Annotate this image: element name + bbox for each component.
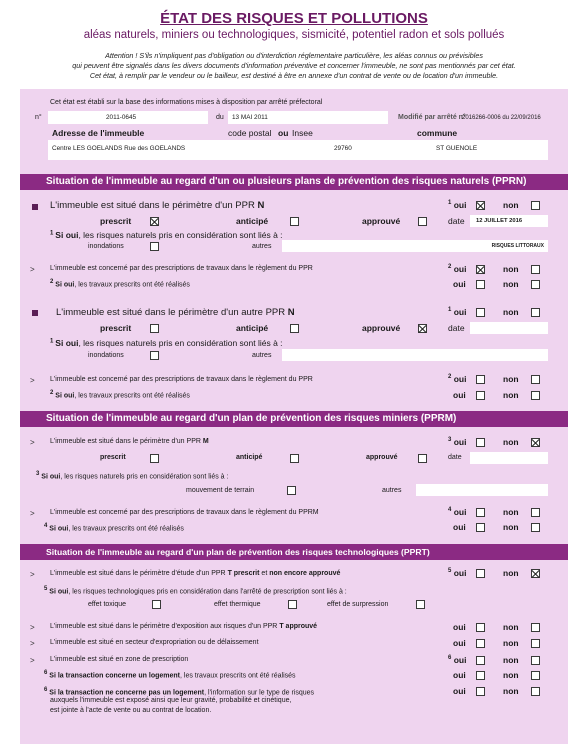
- pprt-q2-b: T: [279, 623, 284, 630]
- prescrit-label: prescrit: [100, 216, 132, 226]
- pprt-q2: [50, 623, 317, 630]
- pprn-q1-n: N: [257, 200, 265, 211]
- inondations-2-checkbox[interactable]: [150, 351, 159, 360]
- si-oui-label: Si oui: [49, 588, 69, 596]
- oui-label: oui: [453, 374, 467, 384]
- pprn-realises-2-non-checkbox[interactable]: [531, 391, 540, 400]
- note-6: 6: [44, 687, 48, 693]
- pprn-travaux-2-non-checkbox[interactable]: [531, 375, 540, 384]
- pprn-q2-oui: [448, 307, 466, 317]
- pprt-q3-oui-checkbox[interactable]: [476, 639, 485, 648]
- si-oui-label: Si oui: [49, 525, 69, 533]
- pprn-q2-non: non: [503, 307, 519, 317]
- pprm-travaux-non-checkbox[interactable]: [531, 508, 540, 517]
- note-5: 5: [44, 586, 48, 592]
- pprt-q6-a: Si la transaction ne concerne pas un logement: [49, 689, 205, 697]
- inondations-label: inondations: [88, 352, 124, 359]
- modified-value: 2016266-0006 du 22/09/2016: [462, 115, 541, 121]
- pprn-q1-non: non: [503, 200, 519, 210]
- prescrit-label: prescrit: [100, 454, 126, 461]
- pprt-q1-a: L'immeuble est situé dans le périmètre d'étude d'un PPR: [50, 570, 226, 577]
- date-label: date: [448, 454, 462, 461]
- effet-thermique-label: effet thermique: [214, 601, 261, 608]
- oui-label: oui: [453, 568, 467, 578]
- pprm-realises-non: non: [503, 522, 519, 532]
- pprt-q1-oui: [448, 568, 466, 578]
- note-2: 2: [448, 374, 452, 381]
- anticipe-label: anticipé: [236, 323, 269, 333]
- arrete-n-label: n°: [35, 114, 42, 121]
- pprt-q6-oui: oui: [453, 686, 466, 696]
- note-2: 2: [50, 390, 54, 396]
- intro-line-3: Cet état, à remplir par le vendeur ou le bailleur, est destiné à être en annexe d'un contrat de vente ou de location d'un immeuble.: [89, 71, 499, 80]
- pprt-q6-line-3: est jointe à l'acte de vente ou au contrat de location.: [50, 707, 212, 714]
- pprm-q1-oui-checkbox[interactable]: [476, 438, 485, 447]
- approuve-label: approuvé: [362, 216, 401, 226]
- pprn-travaux-1-oui-checkbox[interactable]: [476, 265, 485, 274]
- pprm-realises: [44, 523, 184, 532]
- pprt-q3: L'immeuble est situé en secteur d'expropriation ou de délaissement: [50, 639, 259, 646]
- autres-label: autres: [252, 352, 272, 359]
- note-1: 1: [448, 307, 452, 314]
- travaux-text: , les travaux prescrits ont été réalisés: [74, 281, 190, 289]
- pprt-q4-non: non: [503, 655, 519, 665]
- pprn2-autres-field[interactable]: [282, 349, 548, 361]
- pprt-heading: Situation de l'immeuble au regard d'un plan de prévention des risques technologiques (PPRT): [20, 544, 568, 560]
- pprt-q4-oui: [448, 655, 466, 665]
- pprm-prescrit-checkbox[interactable]: [150, 454, 159, 463]
- pprn-travaux-1-oui: [448, 264, 466, 274]
- pprt-q5: [44, 670, 296, 679]
- si-oui-label: Si oui: [41, 473, 61, 481]
- oui-label: oui: [453, 507, 467, 517]
- pprn-q1-text: L'immeuble est situé dans le périmètre d'un PPR: [50, 200, 255, 211]
- date-label: date: [448, 216, 465, 226]
- page-title: ÉTAT DES RISQUES ET POLLUTIONS: [160, 10, 428, 27]
- travaux-text: , les travaux prescrits ont été réalisés: [74, 392, 190, 400]
- pprn2-anticipe-checkbox[interactable]: [290, 324, 299, 333]
- pprn-travaux-2-non: non: [503, 374, 519, 384]
- oui-label: oui: [453, 264, 467, 274]
- pprn-realises-1-non-checkbox[interactable]: [531, 280, 540, 289]
- note-5: 5: [448, 568, 452, 575]
- oui-label: oui: [453, 307, 467, 317]
- pprm-realises-oui-checkbox[interactable]: [476, 523, 485, 532]
- insee-label: Insee: [292, 128, 313, 138]
- risques-text: , les risques naturels pris en considération sont liés à :: [60, 473, 229, 481]
- approuve-label: approuvé: [362, 323, 401, 333]
- oui-label: oui: [453, 437, 467, 447]
- pprm-heading: Situation de l'immeuble au regard d'un plan de prévention des risques miniers (PPRM): [20, 411, 568, 427]
- note-3: 3: [36, 471, 40, 477]
- du-label: du: [216, 114, 224, 121]
- adresse-field[interactable]: [48, 140, 548, 160]
- travaux-text: , les travaux prescrits ont été réalisés: [68, 525, 184, 533]
- pprt-q5-non-checkbox[interactable]: [531, 671, 540, 680]
- pprn-travaux-1-non: non: [503, 264, 519, 274]
- pprt-q6-line-2: auxquels l'immeuble est exposé ainsi que leur gravité, probabilité et cinétique,: [50, 697, 292, 704]
- pprn-q1-oui: [448, 200, 466, 210]
- pprt-q4: L'immeuble est situé en zone de prescription: [50, 656, 189, 663]
- pprt-q1-non: non: [503, 568, 519, 578]
- pprn-approuve-checkbox[interactable]: [418, 217, 427, 226]
- pprm-q1-text: L'immeuble est situé dans le périmètre d'un PPR: [50, 438, 201, 445]
- effet-thermique-checkbox[interactable]: [288, 600, 297, 609]
- prescrit-label: prescrit: [100, 323, 132, 333]
- pprn-realises-2-oui-checkbox[interactable]: [476, 391, 485, 400]
- anticipe-label: anticipé: [236, 454, 263, 461]
- pprm-q1-oui: [448, 437, 466, 447]
- autres-label: autres: [252, 243, 272, 250]
- arrow-icon: >: [30, 509, 35, 518]
- ou-label: ou: [278, 128, 289, 138]
- adresse-value: Centre LES GOELANDS Rue des GOELANDS: [52, 145, 186, 152]
- pprt-q2-oui: oui: [453, 622, 466, 632]
- pprt-q6-b: , l'information sur le type de risques: [204, 689, 315, 697]
- pprm-travaux-oui: [448, 507, 466, 517]
- pprn-realises-1-non: non: [503, 279, 519, 289]
- pprm-anticipe-checkbox[interactable]: [290, 454, 299, 463]
- pprn-sioui-1: [50, 230, 283, 240]
- pprn-q2-n: N: [287, 307, 295, 318]
- oui-label: oui: [453, 655, 467, 665]
- pprt-q2-non-checkbox[interactable]: [531, 623, 540, 632]
- pprt-q6: [44, 687, 314, 696]
- si-oui-label: Si oui: [55, 281, 75, 289]
- pprn-q1-non-checkbox[interactable]: [531, 201, 540, 210]
- pprt-q3-non-checkbox[interactable]: [531, 639, 540, 648]
- pprt-q3-oui: oui: [453, 638, 466, 648]
- effet-toxique-label: effet toxique: [88, 601, 127, 608]
- pprn-anticipe-checkbox[interactable]: [290, 217, 299, 226]
- note-3: 3: [448, 437, 452, 444]
- pprm-travaux-oui-checkbox[interactable]: [476, 508, 485, 517]
- pprt-q4-non-checkbox[interactable]: [531, 656, 540, 665]
- page-subtitle: aléas naturels, miniers ou technologiques, sismicité, potentiel radon et sols pollués: [83, 29, 505, 41]
- pprn-q2-oui-checkbox[interactable]: [476, 308, 485, 317]
- note-1: 1: [50, 230, 54, 237]
- mouvement-checkbox[interactable]: [287, 486, 296, 495]
- pprt-sioui: [44, 586, 347, 595]
- date-label: date: [448, 323, 465, 333]
- arrow-icon: >: [30, 639, 35, 648]
- si-oui-label: Si oui: [55, 392, 75, 400]
- pprn-travaux-1-non-checkbox[interactable]: [531, 265, 540, 274]
- pprn-q1: [50, 200, 264, 211]
- pprn-realises-2: [50, 390, 190, 399]
- pprm-travaux: L'immeuble est concerné par des prescriptions de travaux dans le règlement du PPRM: [50, 509, 319, 516]
- pprn-prescrit-checkbox[interactable]: [150, 217, 159, 226]
- inondations-label: inondations: [88, 243, 124, 250]
- pprn-q1-oui-checkbox[interactable]: [476, 201, 485, 210]
- cp-label: code postal: [228, 128, 272, 138]
- pprt-q4-oui-checkbox[interactable]: [476, 656, 485, 665]
- pprm-q1: [50, 438, 209, 445]
- pprn-realises-1-oui: oui: [453, 279, 466, 289]
- arrow-icon: >: [30, 623, 35, 632]
- pprn-realises-2-oui: oui: [453, 390, 466, 400]
- pprn-autres-field[interactable]: RISQUES LITTORAUX: [282, 240, 548, 252]
- pprt-q1-b: T prescrit: [227, 570, 260, 577]
- cp-value: 29760: [334, 145, 352, 152]
- note-1: 1: [448, 200, 452, 207]
- pprn2-prescrit-checkbox[interactable]: [150, 324, 159, 333]
- effet-surpression-label: effet de surpression: [327, 601, 389, 608]
- pprt-q1-d: non encore approuvé: [269, 570, 341, 577]
- pprt-q6-oui-checkbox[interactable]: [476, 687, 485, 696]
- si-oui-label: Si oui: [55, 230, 79, 240]
- pprt-q2-a: L'immeuble est situé dans le périmètre d'exposition aux risques d'un PPR: [50, 623, 278, 630]
- pprt-q2-c: approuvé: [285, 623, 318, 630]
- pprm-date-field[interactable]: [470, 452, 548, 464]
- adresse-label: Adresse de l'immeuble: [52, 128, 145, 138]
- pprn-heading: Situation de l'immeuble au regard d'un ou plusieurs plans de prévention des risques naturels (PPRN): [20, 174, 568, 190]
- pprn-realises-1-oui-checkbox[interactable]: [476, 280, 485, 289]
- pprn-q2: [56, 307, 295, 318]
- pprm-q1-non: non: [503, 437, 519, 447]
- pprt-q1: [50, 570, 340, 577]
- pprn-travaux-2-oui: [448, 374, 466, 384]
- pprm-realises-non-checkbox[interactable]: [531, 523, 540, 532]
- si-oui-label: Si oui: [55, 338, 79, 348]
- arrow-icon: >: [30, 656, 35, 665]
- pprn2-approuve-checkbox[interactable]: [418, 324, 427, 333]
- etabli-text: Cet état est établi sur la base des informations mises à disposition par arrêté préfectoral: [50, 99, 323, 106]
- inondations-checkbox[interactable]: [150, 242, 159, 251]
- pprt-q5-b: , les travaux prescrits ont été réalisés: [180, 672, 296, 680]
- pprn-date-field[interactable]: 12 JUILLET 2016: [470, 215, 548, 227]
- note-6: 6: [448, 655, 452, 662]
- pprt-q5-oui: oui: [453, 670, 466, 680]
- pprt-q1-non-checkbox[interactable]: [531, 569, 540, 578]
- note-4: 4: [44, 523, 48, 529]
- pprt-q1-oui-checkbox[interactable]: [476, 569, 485, 578]
- modified-label: Modifié par arrêté n°: [398, 114, 466, 121]
- note-2: 2: [448, 264, 452, 271]
- pprm-q1-non-checkbox[interactable]: [531, 438, 540, 447]
- effet-surpression-checkbox[interactable]: [416, 600, 425, 609]
- pprm-sioui: [36, 471, 228, 480]
- pprn-realises-2-non: non: [503, 390, 519, 400]
- pprt-q5-non: non: [503, 670, 519, 680]
- note-1: 1: [50, 338, 54, 345]
- bullet-icon: [32, 310, 38, 316]
- pprn-travaux-2: L'immeuble est concerné par des prescriptions de travaux dans le règlement du PPR: [50, 376, 313, 383]
- intro-line-1: Attention ! S'ils n'impliquent pas d'obligation ou d'interdiction réglementaire particulière, les aléas connus ou prévisibles: [105, 51, 483, 60]
- pprt-q3-non: non: [503, 638, 519, 648]
- autres-label: autres: [382, 487, 402, 494]
- arrow-icon: >: [30, 438, 35, 447]
- pprt-q5-a: Si la transaction concerne un logement: [49, 672, 180, 680]
- arrow-icon: >: [30, 570, 35, 579]
- pprn-realises-1: [50, 279, 190, 288]
- pprn-q2-non-checkbox[interactable]: [531, 308, 540, 317]
- pprn-travaux-1: L'immeuble est concerné par des prescriptions de travaux dans le règlement du PPR: [50, 265, 313, 272]
- bullet-icon: [32, 204, 38, 210]
- anticipe-label: anticipé: [236, 216, 269, 226]
- effet-toxique-checkbox[interactable]: [152, 600, 161, 609]
- arrete-date-field[interactable]: 13 MAI 2011: [228, 111, 388, 124]
- pprt-q2-non: non: [503, 622, 519, 632]
- pprn-q2-text: L'immeuble est situé dans le périmètre d'un autre PPR: [56, 307, 286, 318]
- pprn-travaux-2-oui-checkbox[interactable]: [476, 375, 485, 384]
- risques-text: , les risques naturels pris en considération sont liés à :: [78, 230, 283, 240]
- note-6: 6: [44, 670, 48, 676]
- pprm-approuve-checkbox[interactable]: [418, 454, 427, 463]
- commune-label: commune: [417, 128, 458, 138]
- pprt-q6-non: non: [503, 686, 519, 696]
- intro-line-2: qui peuvent être signalés dans les divers documents d'information préventive et concerner l'immeuble, ne sont pas mentionnés par cet état.: [72, 61, 516, 70]
- pprm-autres-field[interactable]: [416, 484, 548, 496]
- pprt-q2-oui-checkbox[interactable]: [476, 623, 485, 632]
- arrete-number-field[interactable]: 2011-0645: [48, 111, 208, 124]
- mouvement-label: mouvement de terrain: [186, 487, 255, 494]
- pprn2-date-field[interactable]: [470, 322, 548, 334]
- risques-text: , les risques naturels pris en considération sont liés à :: [78, 338, 283, 348]
- arrow-icon: >: [30, 265, 35, 274]
- pprm-realises-oui: oui: [453, 522, 466, 532]
- pprm-q1-m: M: [202, 438, 209, 445]
- arrow-icon: >: [30, 376, 35, 385]
- pprt-sioui-text: , les risques technologiques pris en considération dans l'arrêté de prescription sont liés à :: [68, 588, 347, 596]
- pprt-q6-non-checkbox[interactable]: [531, 687, 540, 696]
- note-4: 4: [448, 507, 452, 514]
- note-2: 2: [50, 279, 54, 285]
- commune-value: ST GUENOLE: [436, 145, 478, 152]
- pprm-travaux-non: non: [503, 507, 519, 517]
- pprn-sioui-2: [50, 338, 283, 348]
- pprt-q5-oui-checkbox[interactable]: [476, 671, 485, 680]
- oui-label: oui: [453, 200, 467, 210]
- pprt-q1-c: et: [261, 570, 268, 577]
- approuve-label: approuvé: [366, 454, 398, 461]
